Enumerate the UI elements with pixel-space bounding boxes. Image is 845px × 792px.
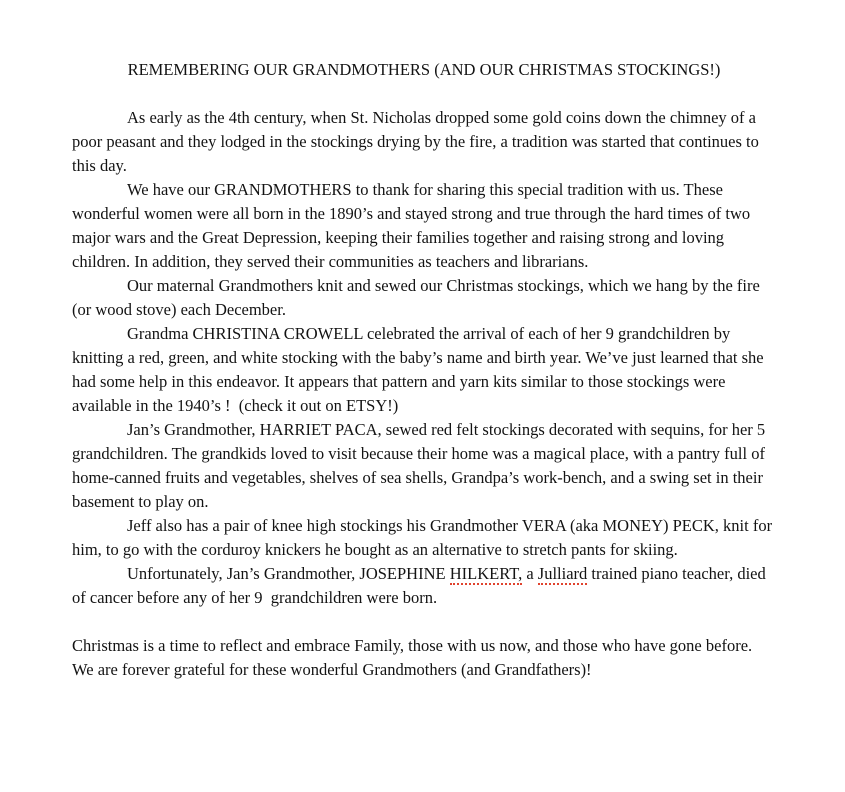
document-title: REMEMBERING OUR GRANDMOTHERS (AND OUR CHRISTMAS STOCKINGS!)	[127, 60, 721, 79]
paragraph-st-nicholas-origin: As early as the 4th century, when St. Nicholas dropped some gold coins down the chimney of a poor peasant and they lodged in the stockings drying by the fire, a tradition was started that continues to this day.	[72, 108, 764, 175]
text-segment: a	[522, 564, 538, 583]
text-segment: trained piano teacher, died of cancer before any of her 9 grandchildren were born.	[72, 564, 770, 607]
misspelled-word-hilkert[interactable]: HILKERT,	[449, 564, 523, 583]
misspelled-word-julliard[interactable]: Julliard	[537, 564, 588, 583]
text-segment: Unfortunately, Jan’s Grandmother, JOSEPHINE	[127, 564, 450, 583]
paragraph-josephine-hilkert	[72, 562, 776, 610]
paragraph-harriet-paca: Jan’s Grandmother, HARRIET PACA, sewed red felt stockings decorated with sequins, for her 5 grandchildren. The grandkids loved to visit because their home was a magical place, with a pantry full of home-canned fruits and vegetables, shelves of sea shells, Grandpa’s work-bench, and a swing set in their basement to play on.	[72, 420, 770, 511]
paragraph-closing: Christmas is a time to reflect and embrace Family, those with us now, and those who have gone before. We are forever grateful for these wonderful Grandmothers (and Grandfathers)!	[72, 636, 756, 679]
paragraph-vera-peck: Jeff also has a pair of knee high stockings his Grandmother VERA (aka MONEY) PECK, knit for him, to go with the corduroy knickers he bought as an alternative to stretch pants for skiing.	[72, 516, 777, 559]
paragraph-maternal-grandmothers: Our maternal Grandmothers knit and sewed our Christmas stockings, which we hang by the fire (or wood stove) each December.	[72, 276, 764, 319]
paragraph-grandmothers-tribute: We have our GRANDMOTHERS to thank for sharing this special tradition with us. These wonderful women were all born in the 1890’s and stayed strong and true through the hard times of two major wars and the Great Depression, keeping their families together and raising strong and loving children. In addition, they served their communities as teachers and librarians.	[72, 180, 755, 271]
paragraph-christina-crowell: Grandma CHRISTINA CROWELL celebrated the arrival of each of her 9 grandchildren by knitting a red, green, and white stocking with the baby’s name and birth year. We’ve just learned that she had some help in this endeavor. It appears that pattern and yarn kits similar to those stockings were available in the 1940’s ! (check it out on ETSY!)	[72, 324, 768, 415]
